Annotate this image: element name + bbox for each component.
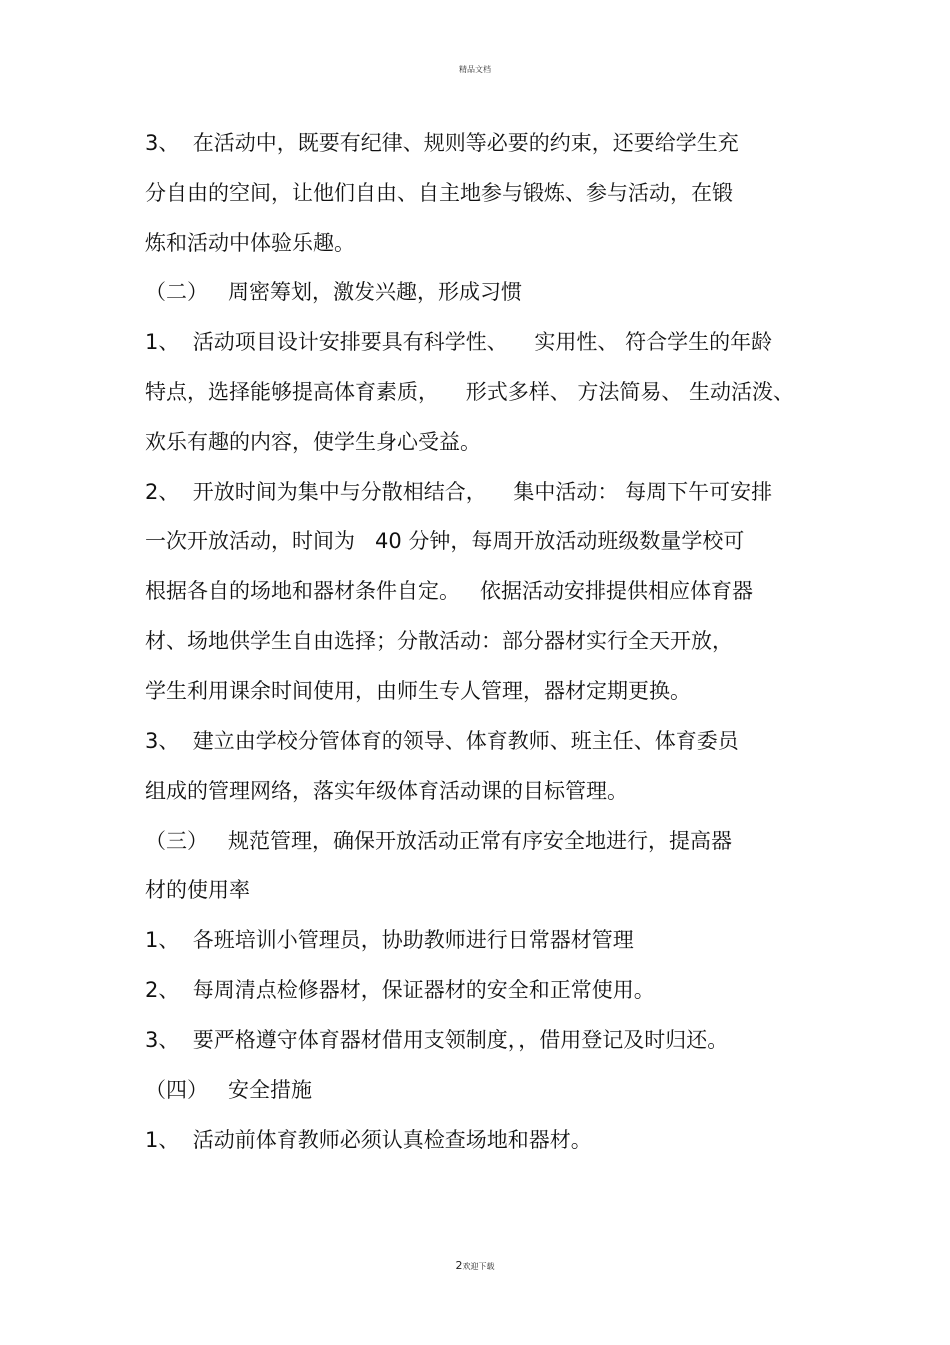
text-line: 炼和活动中体验乐趣。	[145, 231, 355, 255]
text-line: 一次开放活动，时间为 40 分钟，每周开放活动班级数量学校可	[145, 529, 745, 553]
text-line: 根据各自的场地和器材条件自定。 依据活动安排提供相应体育器	[145, 579, 754, 603]
page-footer	[0, 1259, 950, 1272]
text-line: 材、场地供学生自由选择；分散活动：部分器材实行全天开放，	[145, 629, 733, 653]
text-line: 2、 开放时间为集中与分散相结合， 集中活动： 每周下午可安排	[145, 480, 773, 504]
section-heading: （二） 周密筹划，激发兴趣，形成习惯	[145, 280, 523, 304]
text-line: 3、 建立由学校分管体育的领导、体育教师、班主任、体育委员	[145, 729, 739, 753]
text-line: 1、 活动项目设计安排要具有科学性、 实用性、 符合学生的年龄	[145, 330, 773, 354]
text-line: 欢乐有趣的内容，使学生身心受益。	[145, 430, 481, 454]
text-line: 组成的管理网络，落实年级体育活动课的目标管理。	[145, 779, 628, 803]
text-line: 学生利用课余时间使用，由师生专人管理，器材定期更换。	[145, 679, 691, 703]
section-heading: （四） 安全措施	[145, 1078, 313, 1102]
text-line: 2、 每周清点检修器材，保证器材的安全和正常使用。	[145, 978, 655, 1002]
text-line: 特点，选择能够提高体育素质， 形式多样、 方法简易、 生动活泼、	[145, 380, 795, 404]
footer-text: 欢迎下载	[462, 1262, 495, 1271]
page-number: 2	[455, 1259, 463, 1272]
text-line: 材的使用率	[145, 878, 250, 902]
text-line: 3、 在活动中，既要有纪律、规则等必要的约束，还要给学生充	[145, 131, 739, 155]
text-line: 1、 各班培训小管理员，协助教师进行日常器材管理	[145, 928, 634, 952]
text-line: 1、 活动前体育教师必须认真检查场地和器材。	[145, 1128, 592, 1152]
page-header: 精品文档	[459, 65, 491, 74]
text-line: 3、 要严格遵守体育器材借用支领制度，，借用登记及时归还。	[145, 1028, 729, 1052]
text-line: 分自由的空间，让他们自由、自主地参与锻炼、参与活动，在锻	[145, 181, 733, 205]
section-heading: （三） 规范管理，确保开放活动正常有序安全地进行，提高器	[145, 829, 733, 853]
